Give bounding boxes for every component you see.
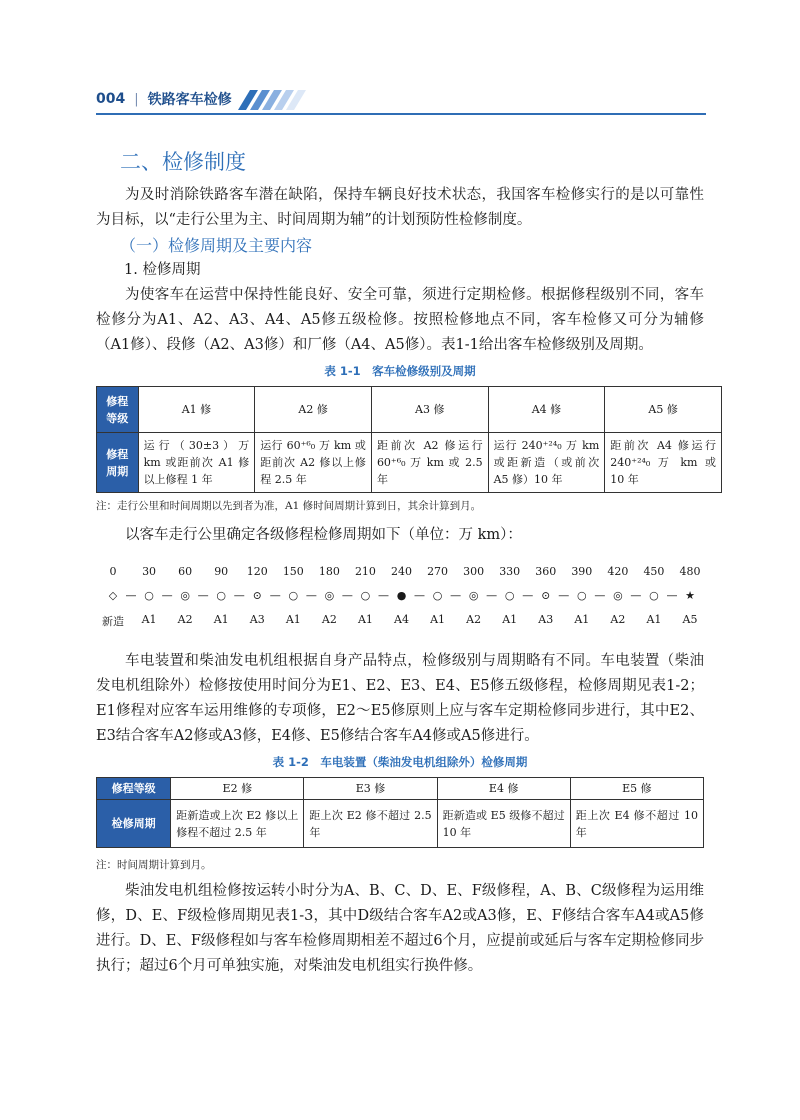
scale-dash: —: [377, 589, 389, 602]
table1-period-a5: 距前次 A4 修运行 240⁺²⁴₀ 万 km 或 10 年: [605, 433, 722, 493]
table1-repair-levels: [96, 386, 722, 493]
table2-header-level: 修程等级: [97, 778, 171, 800]
mileage-scale: [96, 565, 706, 635]
scale-symbol: ○: [144, 589, 154, 602]
scale-level-label: A1: [357, 613, 373, 626]
scale-km-label: 240: [391, 565, 412, 578]
table1-level-a5: A5 修: [605, 387, 722, 433]
scale-level-label: 新造: [102, 615, 124, 628]
scale-level-label: A1: [502, 613, 518, 626]
table2-level-e3: E3 修: [304, 778, 437, 800]
scale-level-label: A2: [177, 613, 193, 626]
scale-level-label: A3: [538, 613, 554, 626]
table2-period-e5: 距上次 E4 修不超过 10 年: [570, 800, 703, 848]
table2-period-e3: 距上次 E2 修不超过 2.5 年: [304, 800, 437, 848]
scale-dash: —: [414, 589, 426, 602]
header-rule: [96, 113, 706, 115]
scale-symbol: ⊙: [541, 589, 551, 602]
scale-level-label: A2: [321, 613, 337, 626]
scale-symbol: ○: [288, 589, 299, 602]
scale-km-label: 180: [318, 565, 340, 578]
scale-level-label: A3: [249, 613, 265, 626]
table2-caption: 表 1-2 车电装置（柴油发电机组除外）检修周期: [272, 755, 528, 769]
scale-level-label: A5: [682, 613, 698, 626]
scale-symbol: ●: [396, 589, 407, 602]
scale-level-label: A1: [646, 613, 662, 626]
scale-level-label: A1: [430, 613, 446, 626]
scale-km-label: 90: [214, 565, 229, 578]
scale-symbol: ⊙: [252, 589, 262, 602]
scale-intro: 以客车走行公里确定各级修程检修周期如下（单位：万 km）：: [125, 527, 522, 543]
scale-level-label: A1: [141, 613, 157, 626]
table2-level-e5: E5 修: [570, 778, 703, 800]
scale-dash: —: [197, 589, 209, 602]
table1-level-a4: A4 修: [488, 387, 605, 433]
scale-km-label: 210: [354, 565, 376, 578]
intro-paragraph: 为及时消除铁路客车潜在缺陷，保持车辆良好技术状态，我国客车检修实行的是以可靠性为目标，以“走行公里为主、时间周期为辅”的计划预防性检修制度。: [96, 187, 704, 228]
running-header: [96, 88, 232, 110]
table1-level-a1: A1 修: [138, 387, 255, 433]
page-number: 004: [96, 91, 126, 107]
scale-symbol: ★: [685, 589, 695, 602]
scale-dash: —: [450, 589, 462, 602]
scale-dash: —: [594, 589, 606, 602]
table1-header-period: 修程周期: [97, 433, 139, 493]
table1-period-a4: 运行 240⁺²⁴₀ 万 km 或距新造（或前次 A5 修）10 年: [488, 433, 605, 493]
scale-dash: —: [486, 589, 498, 602]
scale-km-label: 150: [282, 565, 304, 578]
scale-dash: —: [666, 589, 678, 602]
table1-period-a3: 距前次 A2 修运行 60⁺⁶₀ 万 km 或 2.5 年: [371, 433, 488, 493]
table2-note: 注：时间周期计算到月。: [96, 859, 212, 871]
table2-level-e4: E4 修: [437, 778, 570, 800]
scale-km-label: 300: [463, 565, 485, 578]
scale-dash: —: [269, 589, 281, 602]
table1-header-level: 修程等级: [97, 387, 139, 433]
scale-symbol: ◎: [324, 589, 335, 602]
electrical-device-paragraph: 车电装置和柴油发电机组根据自身产品特点，检修级别与周期略有不同。车电装置（柴油发电机组除外）检修按使用时间分为E1、E2、E3、E4、E5修五级修程，检修周期见表1-2；E1修程对应客车运用维修的专项修，E2～E5修原则上应与客车定期检修同步进行，其中E2、E3结合客车A2修或A3修，E4修、E5修结合客车A4修或A5修进行。: [96, 653, 704, 744]
scale-km-label: 60: [178, 565, 193, 578]
diesel-generator-paragraph: 柴油发电机组检修按运转小时分为A、B、C、D、E、F级修程，A、B、C级修程为运用维修，D、E、F级检修周期见表1-3，其中D级结合客车A2或A3修，E、F修结合客车A4或A5修进行。D、E、F级修程如与客车检修周期相差不超过6个月，应提前或延后与客车定期检修同步执行；超过6个月可单独实施，对柴油发电机组实行换件修。: [96, 883, 704, 974]
scale-symbol: ○: [577, 589, 587, 602]
scale-symbol: ○: [504, 589, 515, 602]
scale-km-label: 120: [246, 565, 268, 578]
header-stripes-decoration: [238, 88, 308, 112]
scale-symbol: ◇: [108, 589, 118, 602]
scale-level-label: A1: [213, 613, 229, 626]
header-separator: |: [134, 91, 139, 107]
scale-symbol: ○: [360, 589, 371, 602]
scale-km-label: 390: [571, 565, 593, 578]
scale-symbol: ◎: [180, 589, 190, 602]
scale-km-label: 480: [679, 565, 701, 578]
table2-header-period: 检修周期: [97, 800, 171, 848]
scale-level-label: A4: [394, 613, 409, 626]
scale-dash: —: [125, 589, 137, 602]
table2-level-e2: E2 修: [171, 778, 304, 800]
scale-symbol: ◎: [613, 589, 623, 602]
section-title: 二、检修制度: [120, 150, 246, 174]
scale-dash: —: [558, 589, 570, 602]
scale-dash: —: [522, 589, 534, 602]
scale-km-label: 450: [643, 565, 665, 578]
scale-dash: —: [341, 589, 353, 602]
scale-km-label: 30: [142, 565, 157, 578]
book-title: 铁路客车检修: [147, 92, 232, 108]
scale-level-label: A2: [466, 613, 482, 626]
scale-km-label: 330: [499, 565, 521, 578]
subsection-title: （一）检修周期及主要内容: [120, 236, 313, 255]
table2-period-e4: 距新造或 E5 级修不超过 10 年: [437, 800, 570, 848]
scale-km-label: 420: [607, 565, 629, 578]
scale-km-label: 360: [535, 565, 557, 578]
scale-dash: —: [233, 589, 245, 602]
table1-caption: 表 1-1 客车检修级别及周期: [324, 364, 476, 378]
table1-level-a2: A2 修: [255, 387, 372, 433]
table1-period-a1: 运行（30±3）万 km 或距前次 A1 修以上修程 1 年: [138, 433, 255, 493]
scale-level-label: A1: [285, 613, 301, 626]
scale-dash: —: [161, 589, 173, 602]
scale-symbol: ○: [216, 589, 226, 602]
scale-symbol: ○: [649, 589, 659, 602]
maintenance-cycle-paragraph: 为使客车在运营中保持性能良好、安全可靠，须进行定期检修。根据修程级别不同，客车检修分为A1、A2、A3、A4、A5修五级检修。按照检修地点不同，客车检修又可分为辅修（A1修）、段修（A2、A3修）和厂修（A4、A5修）。表1-1给出客车检修级别及周期。: [96, 287, 704, 353]
item-title: 1. 检修周期: [124, 262, 201, 278]
scale-km-label: 270: [427, 565, 449, 578]
table1-note: 注：走行公里和时间周期以先到者为准，A1 修时间周期计算到日，其余计算到月。: [96, 500, 482, 512]
table2-period-e2: 距新造或上次 E2 修以上修程不超过 2.5 年: [171, 800, 304, 848]
scale-dash: —: [305, 589, 317, 602]
table1-level-a3: A3 修: [371, 387, 488, 433]
scale-level-label: A1: [574, 613, 590, 626]
scale-km-label: 0: [109, 565, 117, 578]
scale-symbol: ○: [432, 589, 443, 602]
scale-level-label: A2: [610, 613, 626, 626]
scale-dash: —: [630, 589, 642, 602]
table1-period-a2: 运行 60⁺⁶₀ 万 km 或距前次 A2 修以上修程 2.5 年: [255, 433, 372, 493]
scale-symbol: ◎: [468, 589, 479, 602]
table2-electrical-periods: [96, 777, 704, 848]
